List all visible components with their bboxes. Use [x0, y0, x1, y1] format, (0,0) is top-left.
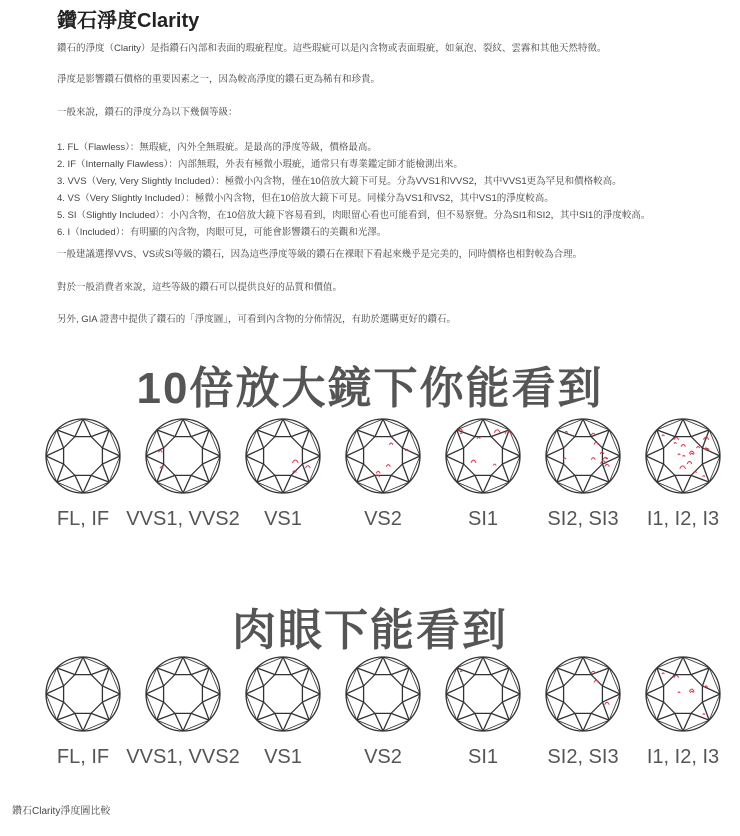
grade-label: VS1 — [264, 746, 302, 768]
paragraph: 5. SI（Slightly Included）：小內含物，在10倍放大鏡下容易看到，肉眼留心看也可能看到，但不易察覺。分為SI1和SI2，其中SI1的淨度較高。 — [57, 210, 651, 221]
diamond-clarity-icon — [343, 416, 423, 496]
diamond-clarity-icon — [43, 416, 123, 496]
grade-label: VVS1, VVS2 — [126, 746, 240, 768]
heading-naked-eye: 肉眼下能看到 — [232, 606, 508, 655]
paragraph: 另外, GIA 證書中提供了鑽石的「淨度圖」，可看到內含物的分佈情況，有助於選購更好的鑽石。 — [57, 314, 457, 325]
eye-diamond-row — [0, 650, 740, 768]
grade-label: VS2 — [364, 508, 402, 530]
diamond-clarity-icon — [243, 416, 323, 496]
paragraph: 1. FL（Flawless）：無瑕疵，內外全無瑕疵。是最高的淨度等級，價格最高。 — [57, 142, 377, 153]
paragraph: 一般來說，鑽石的淨度分為以下幾個等級： — [57, 107, 238, 118]
paragraph: 4. VS（Very Slightly Included）：極微小內含物，但在10倍放大鏡下可見。同樣分為VS1和VS2，其中VS1的淨度較高。 — [57, 193, 554, 204]
grade-label: FL, IF — [56, 746, 110, 768]
paragraph: 鑽石的淨度（Clarity）是指鑽石內部和表面的瑕疵程度。這些瑕疵可以是內含物或表面瑕疵，如氣泡、裂紋、雲霧和其他天然特徵。 — [57, 43, 607, 54]
loupe-diamond-row — [0, 412, 740, 530]
grade-label: SI2, SI3 — [547, 508, 619, 530]
page-title: 鑽石淨度Clarity — [57, 10, 200, 32]
diamond-clarity-icon — [543, 654, 623, 734]
grade-label: VVS1, VVS2 — [126, 508, 240, 530]
grade-label: I1, I2, I3 — [646, 746, 720, 768]
paragraph: 淨度是影響鑽石價格的重要因素之一，因為較高淨度的鑽石更為稀有和珍貴。 — [57, 74, 381, 85]
paragraph: 2. IF（Internally Flawless）：內部無瑕，外表有極微小瑕疵，通常只有專業鑑定師才能檢測出來。 — [57, 159, 463, 170]
diamond-clarity-icon — [443, 416, 523, 496]
grade-label: I1, I2, I3 — [646, 508, 720, 530]
grade-label: FL, IF — [56, 508, 110, 530]
diamond-clarity-icon — [643, 416, 723, 496]
paragraph: 對於一般消費者來說，這些等級的鑽石可以提供良好的品質和價值。 — [57, 282, 343, 293]
diamond-clarity-icon — [643, 654, 723, 734]
diamond-clarity-icon — [43, 654, 123, 734]
paragraph: 3. VVS（Very, Very Slightly Included）：極微小內含物，僅在10倍放大鏡下可見。分為VVS1和VVS2，其中VVS1更為罕見和價格較高。 — [57, 176, 622, 187]
grade-label: VS1 — [264, 508, 302, 530]
grade-label: SI2, SI3 — [547, 746, 619, 768]
paragraph: 一般建議選擇VVS、VS或SI等級的鑽石，因為這些淨度等級的鑽石在裸眼下看起來幾乎是完美的，同時價格也相對較為合理。 — [57, 249, 583, 260]
diamond-clarity-icon — [243, 654, 323, 734]
heading-loupe: 10倍放大鏡下你能看到 — [136, 364, 604, 413]
grade-label: SI1 — [467, 508, 499, 530]
diamond-clarity-icon — [143, 416, 223, 496]
diamond-clarity-icon — [543, 416, 623, 496]
grade-label: VS2 — [364, 746, 402, 768]
image-caption: 鑽石Clarity淨度圖比較 — [12, 806, 111, 817]
paragraph: 6. I（Included）：有明顯的內含物，肉眼可見，可能會影響鑽石的美觀和光澤。 — [57, 227, 387, 238]
diamond-clarity-icon — [343, 654, 423, 734]
diamond-clarity-icon — [143, 654, 223, 734]
diamond-clarity-icon — [443, 654, 523, 734]
grade-label: SI1 — [467, 746, 499, 768]
